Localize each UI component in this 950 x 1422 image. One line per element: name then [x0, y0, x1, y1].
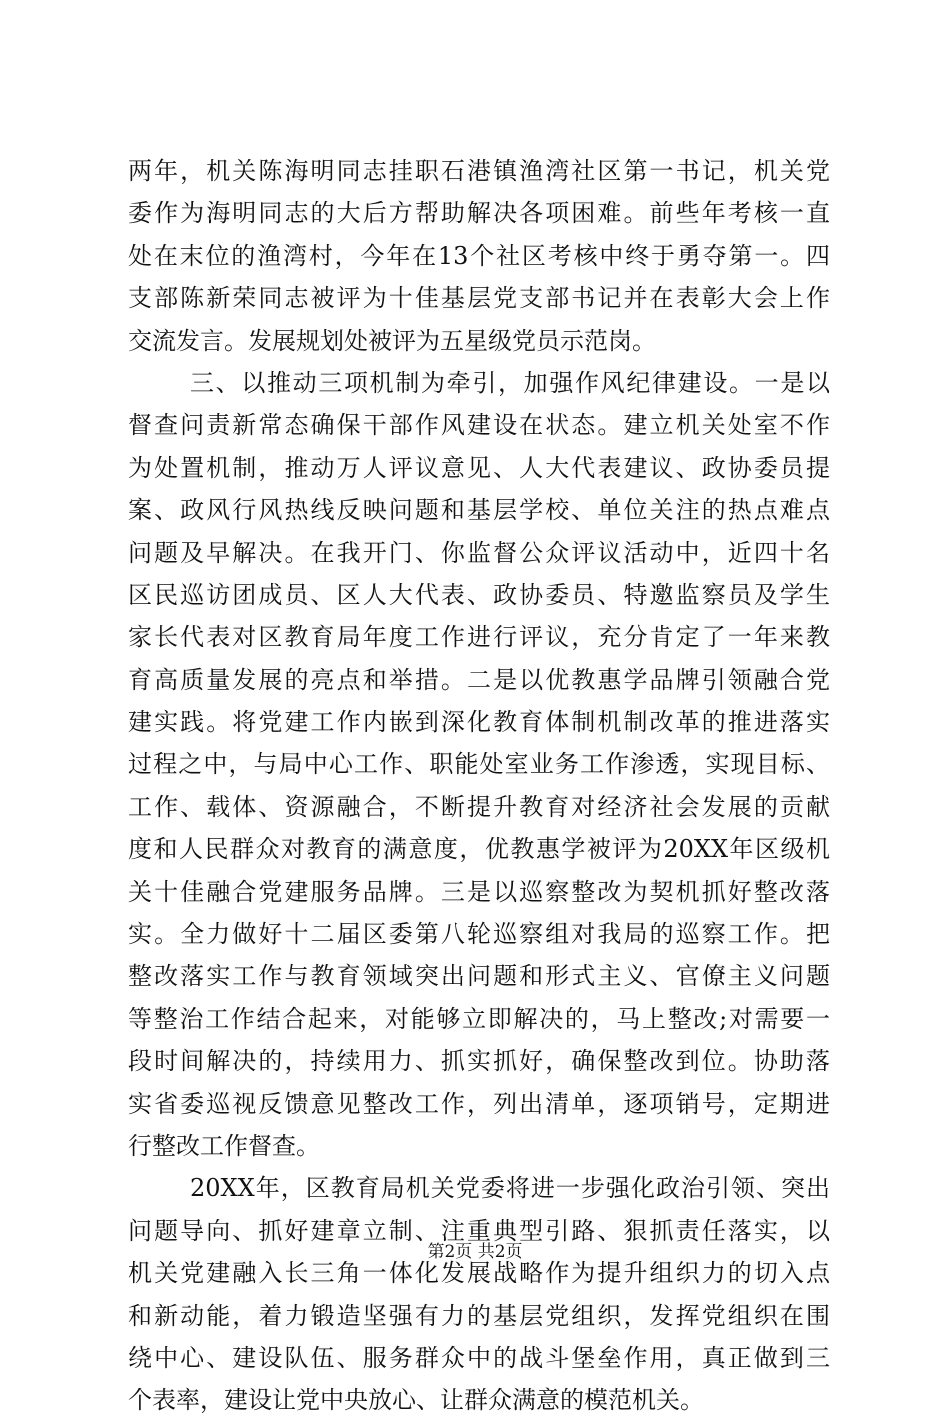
paragraph-3-line-1: 20XX年，区教育局机关党委将进一步强化政治引领、突出 — [190, 1174, 830, 1203]
paragraph-2-line-2: 督查问责新常态确保干部作风建设在状态。建立机关处室不作 — [128, 411, 830, 440]
paragraph-1-line-5: 交流发言。发展规划处被评为五星级党员示范岗。 — [128, 326, 656, 355]
paragraph-1-line-1: 两年，机关陈海明同志挂职石港镇渔湾社区第一书记，机关党 — [128, 157, 830, 185]
paragraph-3-line-4: 和新动能，着力锻造坚强有力的基层党组织，发挥党组织在围 — [128, 1301, 830, 1330]
paragraph-1-line-2: 委作为海明同志的大后方帮助解决各项困难。前些年考核一直 — [128, 199, 830, 228]
paragraph-2-line-10: 过程之中，与局中心工作、职能处室业务工作渗透，实现目标、 — [128, 750, 830, 779]
paragraph-3-line-5: 绕中心、建设队伍、服务群众中的战斗堡垒作用，真正做到三 — [128, 1343, 830, 1372]
paragraph-2-line-7: 家长代表对区教育局年度工作进行评议，充分肯定了一年来教 — [128, 623, 830, 652]
paragraph-2-line-19: 行整改工作督查。 — [128, 1131, 320, 1160]
paragraph-3-line-2: 问题导向、抓好建章立制、注重典型引路、狠抓责任落实，以 — [128, 1216, 830, 1245]
paragraph-2-line-1: 三、以推动三项机制为牵引，加强作风纪律建设。一是以 — [190, 368, 830, 397]
document-body — [128, 150, 830, 1422]
paragraph-2-line-17: 段时间解决的，持续用力、抓实抓好，确保整改到位。协助落 — [128, 1047, 830, 1076]
paragraph-3-line-3: 机关党建融入长三角一体化发展战略作为提升组织力的切入点 — [128, 1259, 830, 1288]
paragraph-2-line-3: 为处置机制，推动万人评议意见、人大代表建议、政协委员提 — [128, 453, 830, 482]
paragraph-2-line-18: 实省委巡视反馈意见整改工作，列出清单，逐项销号，定期进 — [128, 1089, 830, 1118]
paragraph-2-line-6: 区民巡访团成员、区人大代表、政协委员、特邀监察员及学生 — [128, 580, 830, 609]
paragraph-2-line-15: 整改落实工作与教育领域突出问题和形式主义、官僚主义问题 — [128, 962, 830, 991]
paragraph-2-line-14: 实。全力做好十二届区委第八轮巡察组对我局的巡察工作。把 — [128, 920, 830, 949]
page-number-label: 第2页 共2页 — [427, 1242, 523, 1262]
paragraph-2-line-16: 等整治工作结合起来，对能够立即解决的，马上整改;对需要一 — [128, 1004, 830, 1033]
paragraph-3-line-6: 个表率，建设让党中央放心、让群众满意的模范机关。 — [128, 1386, 704, 1415]
paragraph-2-line-9: 建实践。将党建工作内嵌到深化教育体制机制改革的推进落实 — [128, 708, 830, 737]
paragraph-2-line-13: 关十佳融合党建服务品牌。三是以巡察整改为契机抓好整改落 — [128, 877, 830, 906]
paragraph-2-line-5: 问题及早解决。在我开门、你监督公众评议活动中，近四十名 — [128, 538, 830, 567]
paragraph-1-line-4: 支部陈新荣同志被评为十佳基层党支部书记并在表彰大会上作 — [128, 284, 830, 313]
page-footer — [0, 1240, 950, 1264]
paragraph-2-line-8: 育高质量发展的亮点和举措。二是以优教惠学品牌引领融合党 — [128, 665, 830, 694]
paragraph-2-line-12: 度和人民群众对教育的满意度，优教惠学被评为20XX年区级机 — [128, 835, 830, 864]
paragraph-1-line-3: 处在末位的渔湾村，今年在13个社区考核中终于勇夺第一。四 — [128, 241, 830, 270]
paragraph-2-line-4: 案、政风行风热线反映问题和基层学校、单位关注的热点难点 — [128, 496, 830, 525]
paragraph-2-line-11: 工作、载体、资源融合，不断提升教育对经济社会发展的贡献 — [128, 792, 830, 821]
